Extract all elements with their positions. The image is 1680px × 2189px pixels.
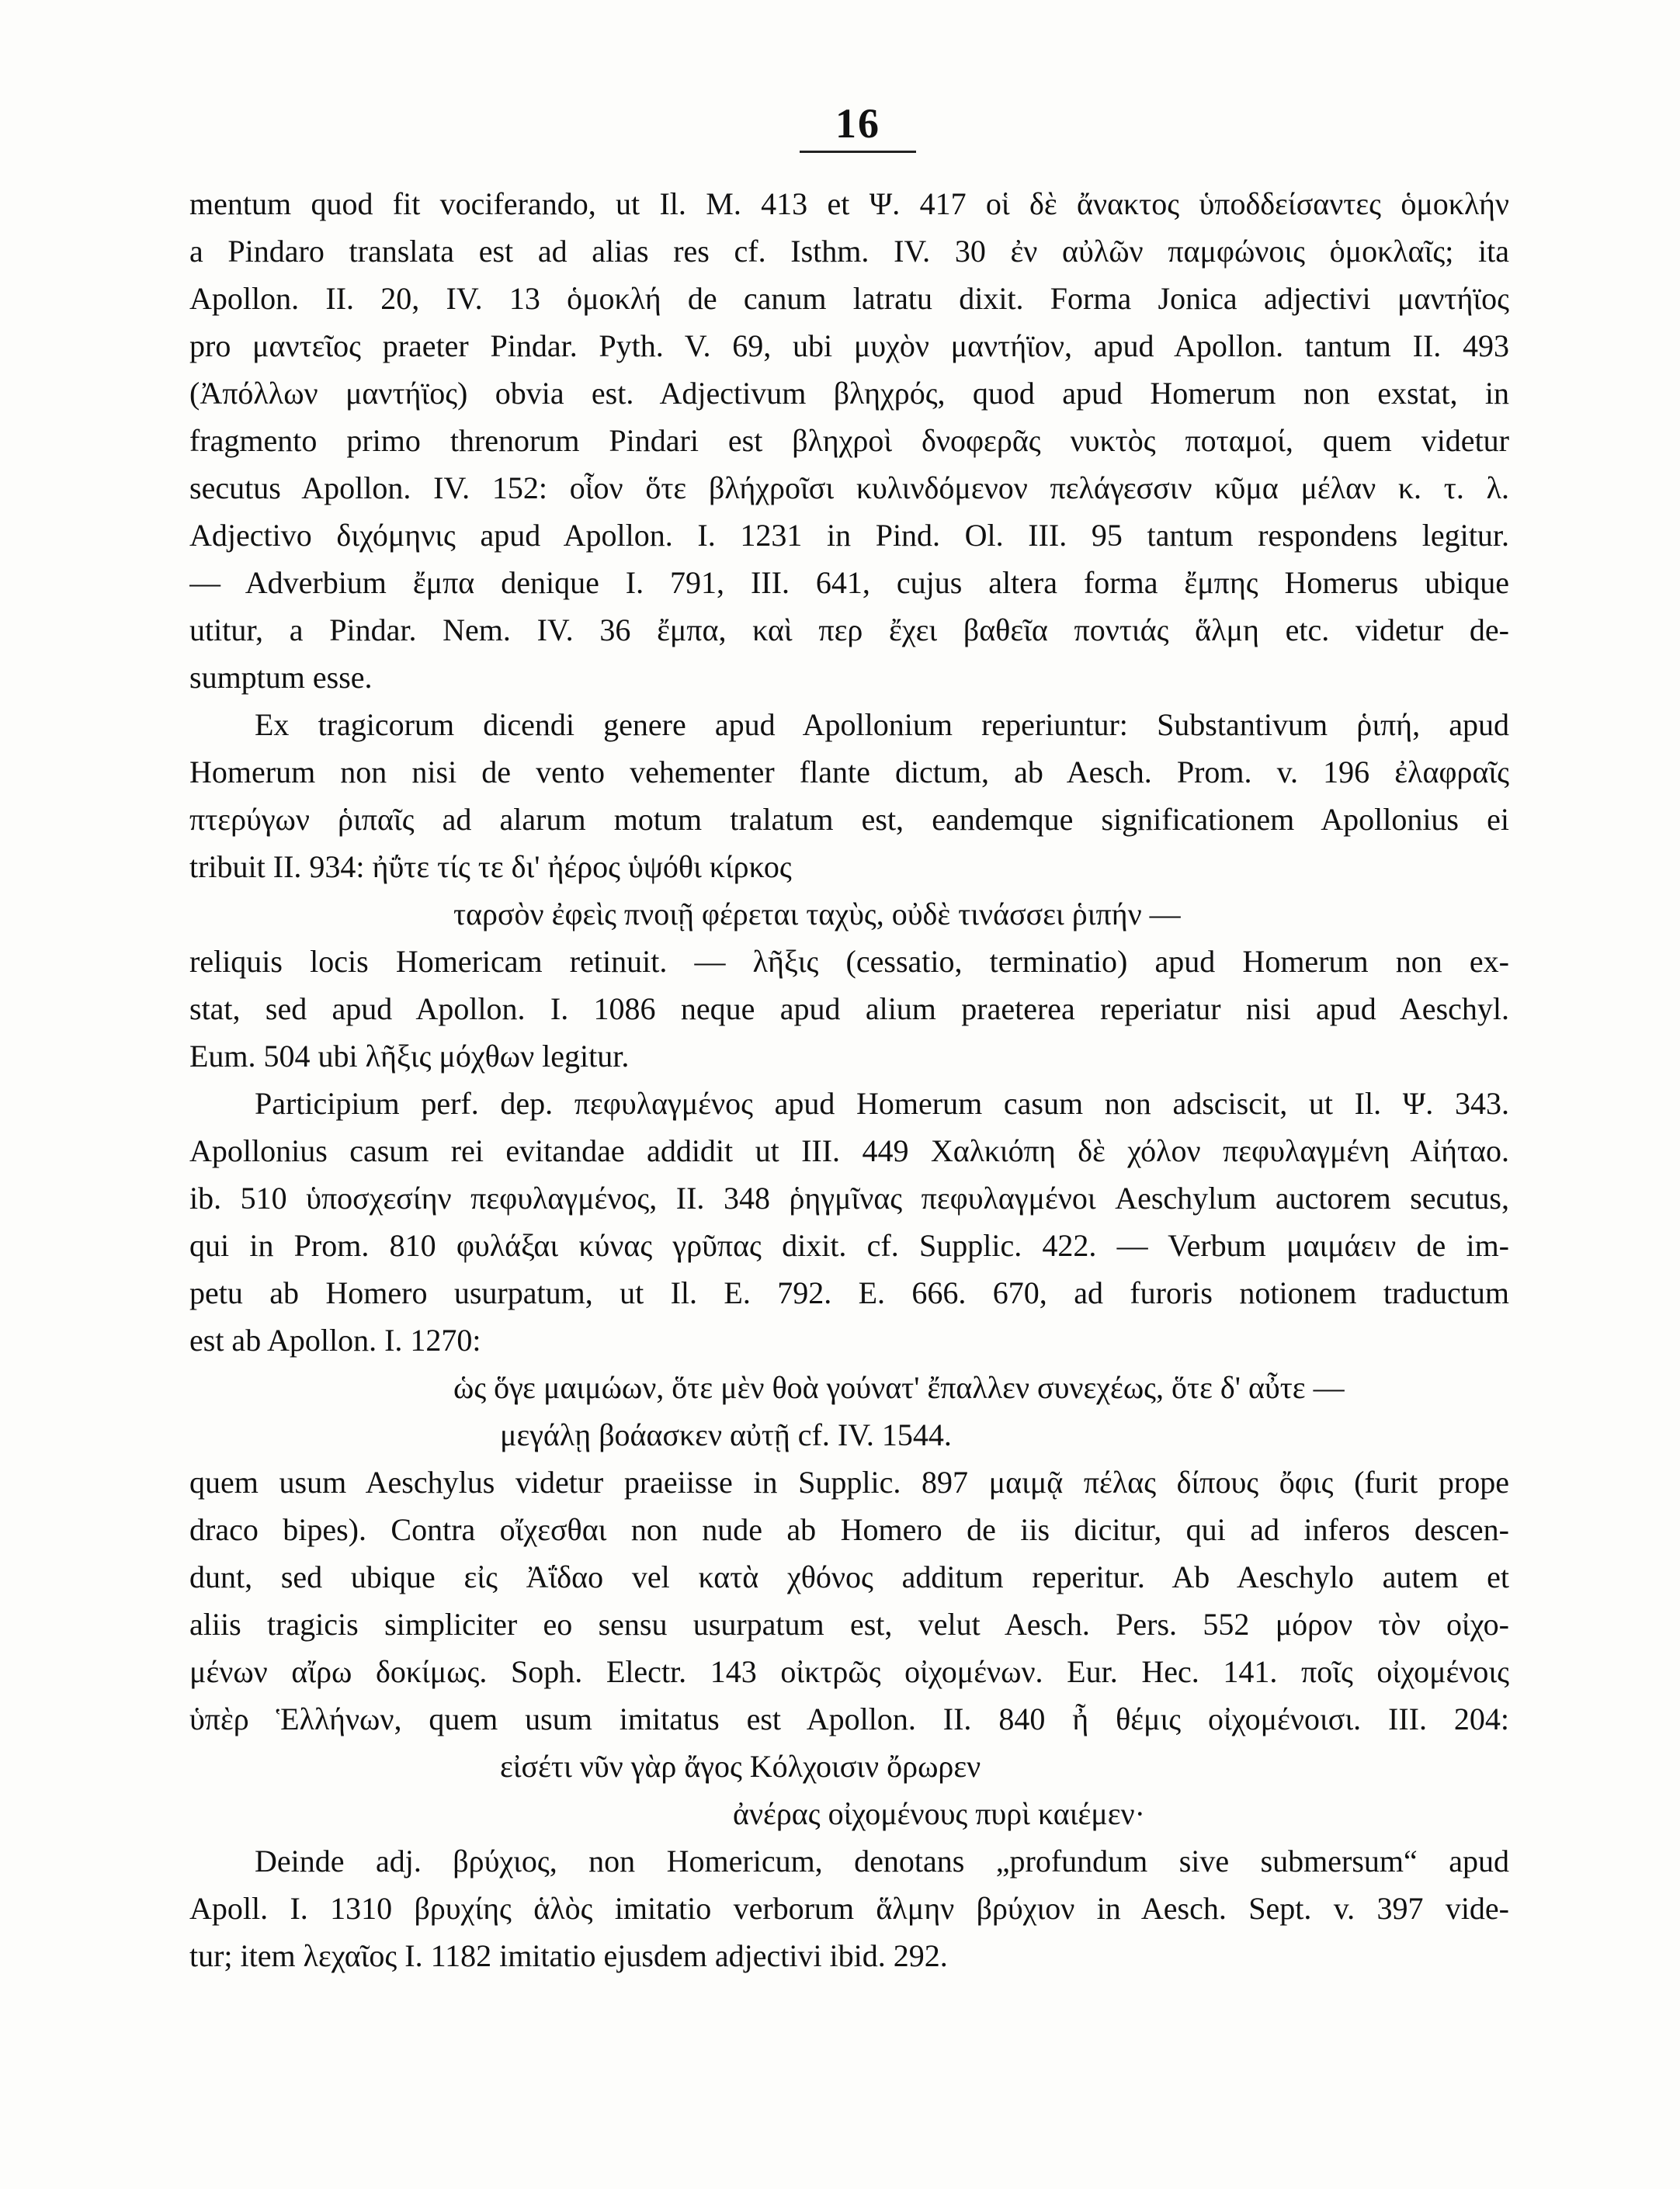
paragraph-start: Ex tragicorum dicendi genere apud Apollonium reperiuntur: Substantivum ῥιπή, apud	[255, 707, 1509, 742]
text-line: tur; item λεχαῖος I. 1182 imitatio ejusdem adjectivi ibid. 292.	[189, 1938, 948, 1973]
text-line: reliquis locis Homericam retinuit. — λῆξις (cessatio, terminatio) apud Homerum non ex-	[189, 944, 1509, 979]
page-number: 16	[800, 99, 916, 153]
text-line: petu ab Homero usurpatum, ut Il. Ε. 792. Ε. 666. 670, ad furoris notionem traductum	[189, 1275, 1509, 1310]
text-line: ὑπὲρ Ἑλλήνων, quem usum imitatus est Apollon. II. 840 ἦ θέμις οἰχομένοισι. III. 204:	[189, 1702, 1509, 1736]
text-line: Apollonius casum rei evitandae addidit ut III. 449 Χαλκιόπη δὲ χόλον πεφυλαγμένη Αἰήταο.	[189, 1133, 1509, 1168]
text-line: Eum. 504 ubi λῆξις μόχθων legitur.	[189, 1039, 630, 1074]
text-line: draco bipes). Contra οἴχεσθαι non nude ab Homero de iis dicitur, qui ad inferos descen-	[189, 1512, 1509, 1547]
text-line: (Ἀπόλλων μαντήϊος) obvia est. Adjectivum βληχρός, quod apud Homerum non exstat, in	[189, 376, 1509, 411]
text-line: pro μαντεῖος praeter Pindar. Pyth. V. 69, ubi μυχὸν μαντήϊον, apud Apollon. tantum II. 493	[189, 328, 1509, 363]
paragraph-start: Deinde adj. βρύχιος, non Homericum, denotans „profundum sive submersum“ apud	[255, 1844, 1509, 1879]
text-line: utitur, a Pindar. Nem. IV. 36 ἔμπα, καὶ περ ἔχει βαθεῖα ποντιάς ἅλμη etc. videtur de-	[189, 612, 1509, 647]
verse-quote: ἀνέρας οἰχομένους πυρὶ καιέμεν·	[733, 1796, 1145, 1831]
verse-quote: εἰσέτι νῦν γὰρ ἄγος Κόλχοισιν ὄρωρεν	[500, 1749, 981, 1784]
text-line: secutus Apollon. IV. 152: οἷον ὅτε βλήχροῖσι κυλινδόμενον πελάγεσσιν κῦμα μέλαν κ. τ. λ.	[189, 470, 1509, 505]
text-line: aliis tragicis simpliciter eo sensu usurpatum est, velut Aesch. Pers. 552 μόρον τὸν οἰχο-	[189, 1607, 1509, 1642]
text-line: dunt, sed ubique εἰς Ἀΐδαο vel κατὰ χθόνος additum reperitur. Ab Aeschylo autem et	[189, 1559, 1509, 1594]
text-line: — Adverbium ἔμπα denique I. 791, III. 641, cujus altera forma ἔμπης Homerus ubique	[189, 565, 1509, 600]
text-line: mentum quod fit vociferando, ut Il. M. 413 et Ψ. 417 οἱ δὲ ἄνακτος ὑποδδείσαντες ὁμοκλήν	[189, 186, 1509, 221]
text-line: ib. 510 ὑποσχεσίην πεφυλαγμένος, II. 348 ῥηγμῖνας πεφυλαγμένοι Aeschylum auctorem secutus,	[189, 1181, 1509, 1216]
text-line: Apoll. I. 1310 βρυχίης ἁλὸς imitatio verborum ἅλμην βρύχιον in Aesch. Sept. v. 397 vide-	[189, 1891, 1509, 1926]
text-line: Apollon. II. 20, IV. 13 ὁμοκλή de canum latratu dixit. Forma Jonica adjectivi μαντήϊος	[189, 281, 1509, 316]
text-line: sumptum esse.	[189, 660, 373, 695]
text-line: tribuit II. 934: ἠΰτε τίς τε δι' ἠέρος ὑψόθι κίρκος	[189, 849, 792, 884]
text-line: fragmento primo threnorum Pindari est βληχροὶ δνοφερᾶς νυκτὸς ποταμοί, quem videtur	[189, 423, 1509, 458]
verse-quote: ταρσὸν ἐφεὶς πνοιῇ φέρεται ταχὺς, οὐδὲ τινάσσει ῥιπήν —	[453, 897, 1181, 931]
text-line: qui in Prom. 810 φυλάξαι κύνας γρῦπας dixit. cf. Supplic. 422. — Verbum μαιμάειν de im-	[189, 1228, 1509, 1263]
text-line: stat, sed apud Apollon. I. 1086 neque apud alium praeterea reperiatur nisi apud Aeschyl.	[189, 991, 1509, 1026]
text-line: μένων αἴρω δοκίμως. Soph. Electr. 143 οἰκτρῶς οἰχομένων. Eur. Hec. 141. ποῖς οἰχομένοις	[189, 1654, 1509, 1689]
text-line: πτερύγων ῥιπαῖς ad alarum motum tralatum est, eandemque significationem Apollonius ei	[189, 802, 1509, 837]
verse-quote: μεγάλῃ βοάασκεν αὐτῇ cf. IV. 1544.	[500, 1417, 952, 1452]
paragraph-start: Participium perf. dep. πεφυλαγμένος apud Homerum casum non adsciscit, ut Il. Ψ. 343.	[255, 1086, 1509, 1121]
text-line: a Pindaro translata est ad alias res cf. Isthm. IV. 30 ἐν αὐλῶν παμφώνοις ὁμοκλαῖς; ita	[189, 234, 1509, 269]
verse-quote: ὡς ὅγε μαιμώων, ὅτε μὲν θοὰ γούνατ' ἔπαλλεν συνεχέως, ὅτε δ' αὖτε —	[453, 1370, 1345, 1405]
text-line: quem usum Aeschylus videtur praeiisse in Supplic. 897 μαιμᾷ πέλας δίπους ὄφις (furit prope	[189, 1465, 1509, 1500]
text-line: Adjectivo διχόμηνις apud Apollon. I. 1231 in Pind. Ol. III. 95 tantum respondens legitur.	[189, 518, 1509, 553]
text-line: est ab Apollon. I. 1270:	[189, 1323, 481, 1358]
text-line: Homerum non nisi de vento vehementer flante dictum, ab Aesch. Prom. v. 196 ἐλαφραῖς	[189, 755, 1509, 789]
text-body	[189, 180, 1509, 1979]
